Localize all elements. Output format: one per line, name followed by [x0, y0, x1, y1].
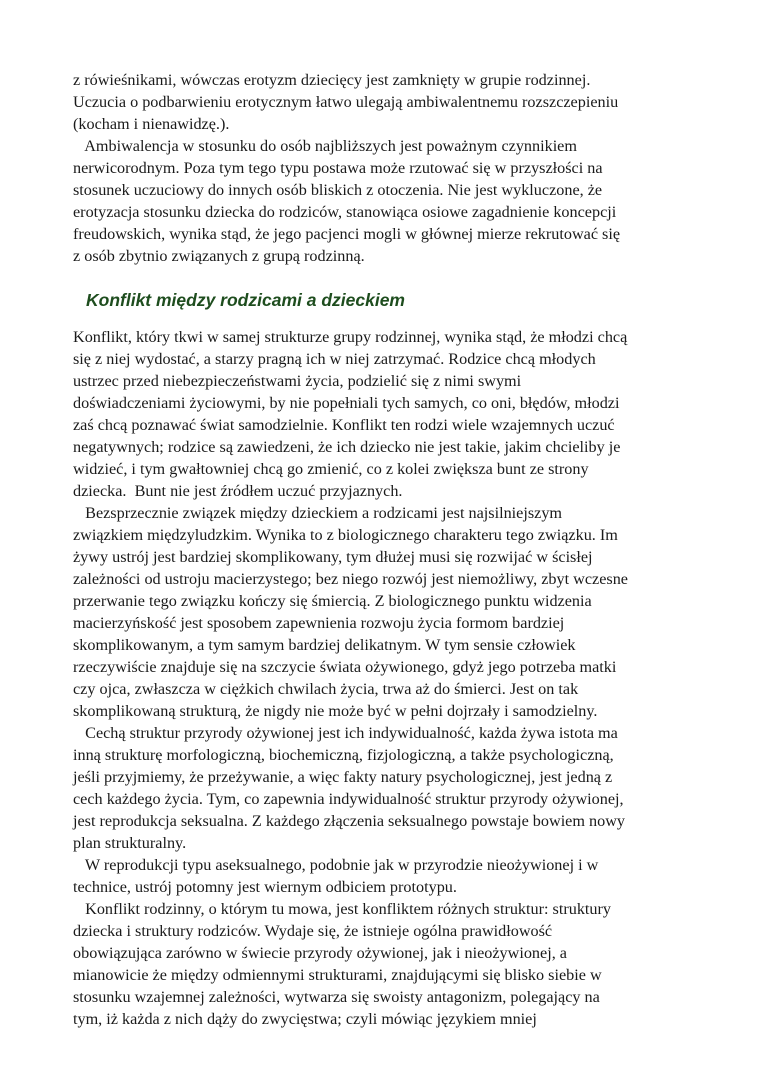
text-line: doświadczeniami życiowymi, by nie popełniali tych samych, co oni, błędów, młodzi — [73, 394, 620, 412]
text-line: skomplikowanym, a tym samym bardziej delikatnym. W tym sensie człowiek — [73, 636, 576, 654]
text-line: stosunku wzajemnej zależności, wytwarza się swoisty antagonizm, polegający na — [73, 988, 600, 1006]
text-line: żywy ustrój jest bardziej skomplikowany, tym dłużej musi się rozwijać w ścisłej — [73, 548, 593, 566]
text-line: czy ojca, zwłaszcza w ciężkich chwilach życia, trwa aż do śmierci. Jest on tak — [73, 680, 579, 698]
text-line: dziecka. Bunt nie jest źródłem uczuć przyjaznych. — [73, 482, 403, 500]
text-line: związkiem międzyludzkim. Wynika to z biologicznego charakteru tego związku. Im — [73, 526, 618, 544]
text-line: ustrzec przed niebezpieczeństwami życia, podzielić się z nimi swymi — [73, 372, 522, 390]
text-line: W reprodukcji typu aseksualnego, podobnie jak w przyrodzie nieożywionej i w — [73, 856, 599, 874]
text-line: zależności od ustroju macierzystego; bez niego rozwój jest niemożliwy, zbyt wczesne — [73, 570, 628, 588]
text-line: z rówieśnikami, wówczas erotyzm dziecięcy jest zamknięty w grupie rodzinnej. — [73, 71, 591, 89]
text-line: Ambiwalencja w stosunku do osób najbliższych jest poważnym czynnikiem — [73, 137, 577, 155]
text-line: skomplikowaną strukturą, że nigdy nie może być w pełni dojrzały i samodzielny. — [73, 702, 598, 720]
section-body — [73, 326, 733, 1030]
text-line: widzieć, i tym gwałtowniej chcą go zmienić, co z kolei zwiększa bunt ze strony — [73, 460, 589, 478]
text-line: Konflikt, który tkwi w samej strukturze grupy rodzinnej, wynika stąd, że młodzi chcą — [73, 328, 628, 346]
text-line: freudowskich, wynika stąd, że jego pacjenci mogli w głównej mierze rekrutować się — [73, 225, 621, 243]
text-line: cech każdego życia. Tym, co zapewnia indywidualność struktur przyrody ożywionej, — [73, 790, 624, 808]
text-line: dziecka i struktury rodziców. Wydaje się, że istnieje ogólna prawidłowość — [73, 922, 553, 940]
text-line: plan strukturalny. — [73, 834, 187, 852]
text-line: macierzyńskość jest sposobem zapewnienia rozwoju życia formom bardziej — [73, 614, 565, 632]
text-line: Uczucia o podbarwieniu erotycznym łatwo ulegają ambiwalentnemu rozszczepieniu — [73, 93, 619, 111]
text-line: Cechą struktur przyrody ożywionej jest ich indywidualność, każda żywa istota ma — [73, 724, 618, 742]
text-line: mianowicie że między odmiennymi strukturami, znajdującymi się blisko siebie w — [73, 966, 602, 984]
text-line: nerwicorodnym. Poza tym tego typu postawa może rzutować się w przyszłości na — [73, 159, 603, 177]
text-line: negatywnych; rodzice są zawiedzeni, że ich dziecko nie jest takie, jakim chcieliby je — [73, 438, 621, 456]
text-line: inną strukturę morfologiczną, biochemiczną, fizjologiczną, a także psychologiczną, — [73, 746, 614, 764]
text-line: erotyzacja stosunku dziecka do rodziców, stanowiąca osiowe zagadnienie koncepcji — [73, 203, 617, 221]
text-line: Konflikt rodzinny, o którym tu mowa, jest konfliktem różnych struktur: struktury — [73, 900, 612, 918]
text-line: (kocham i nienawidzę.). — [73, 115, 230, 133]
text-line: obowiązująca zarówno w świecie przyrody ożywionej, jak i nieożywionej, a — [73, 944, 567, 962]
text-line: się z niej wydostać, a starzy pragną ich w niej zatrzymać. Rodzice chcą młodych — [73, 350, 596, 368]
text-line: zaś chcą poznawać świat samodzielnie. Konflikt ten rodzi wiele wzajemnych uczuć — [73, 416, 615, 434]
text-line: technice, ustrój potomny jest wiernym odbiciem prototypu. — [73, 878, 457, 896]
text-line: jest reprodukcja seksualna. Z każdego złączenia seksualnego powstaje bowiem nowy — [73, 812, 625, 830]
text-line: jeśli przyjmiemy, że przeżywanie, a więc fakty natury psychologicznej, jest jedną z — [73, 768, 613, 786]
intro-paragraphs — [73, 69, 733, 267]
text-line: stosunek uczuciowy do innych osób bliskich z otoczenia. Nie jest wykluczone, że — [73, 181, 603, 199]
text-line: przerwanie tego związku kończy się śmiercią. Z biologicznego punktu widzenia — [73, 592, 592, 610]
text-line: z osób zbytnio związanych z grupą rodzinną. — [73, 247, 365, 265]
text-line: Bezsprzecznie związek między dzieckiem a rodzicami jest najsilniejszym — [73, 504, 563, 522]
text-line: tym, iż każda z nich dąży do zwycięstwa; czyli mówiąc językiem mniej — [73, 1010, 537, 1028]
section-heading: Konflikt między rodzicami a dzieckiem — [86, 290, 405, 310]
text-line: rzeczywiście znajduje się na szczycie świata ożywionego, gdyż jego potrzeba matki — [73, 658, 617, 676]
